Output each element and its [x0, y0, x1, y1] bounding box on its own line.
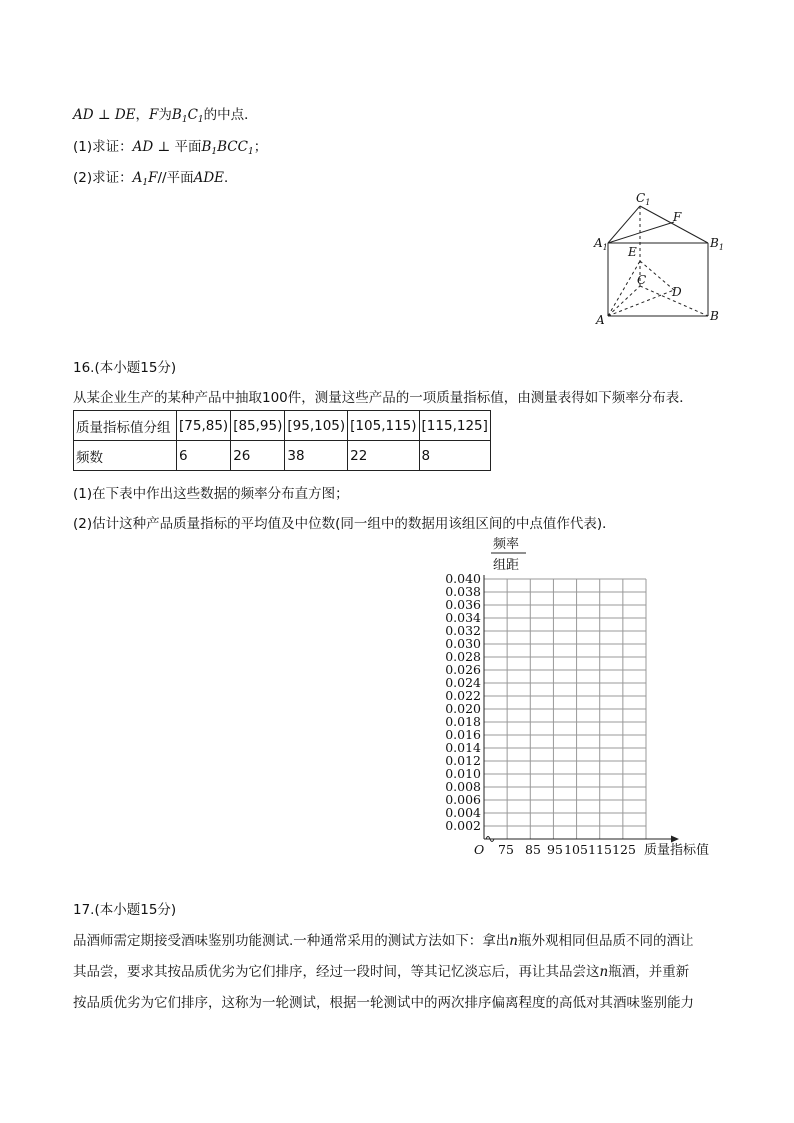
q17-line1: 品酒师需定期接受酒味鉴别功能测试.一种通常采用的测试方法如下：拿出n瓶外观相同但品质不同的酒让 [73, 933, 694, 949]
y-tick-label: 0.018 [445, 714, 481, 729]
y-tick-label: 0.022 [445, 688, 481, 703]
q15-part1: (1)求证：AD ⊥ 平面$B_1BCC_1$； [73, 139, 268, 157]
ylabel-top: 频率 [493, 537, 520, 552]
label-B: B [710, 309, 719, 323]
label-A1: $A_1$ [594, 236, 608, 252]
y-tick-label: 0.034 [445, 610, 481, 625]
x-tick-label: 125 [612, 842, 636, 857]
y-tick-label: 0.010 [445, 766, 481, 781]
frequency-table [73, 410, 491, 471]
y-tick-label: 0.020 [445, 701, 481, 716]
table-row [74, 441, 491, 471]
label-D: D [672, 285, 682, 299]
table-cell: [75,85) [177, 411, 231, 441]
table-cell: 26 [231, 441, 285, 471]
histogram-grid [436, 532, 736, 862]
y-tick-label: 0.038 [445, 584, 481, 599]
label-A: A [596, 313, 605, 327]
x-axis-label: 质量指标值 [644, 843, 710, 858]
table-cell: 22 [348, 441, 419, 471]
y-tick-label: 0.012 [445, 753, 481, 768]
q15-part2: (2)求证：$A_1F//$平面ADE． [73, 170, 238, 188]
x-tick-label: 95 [547, 842, 563, 857]
label-B1: $B_1$ [710, 236, 724, 252]
y-tick-label: 0.026 [445, 662, 481, 677]
table-cell: 6 [177, 441, 231, 471]
y-tick-label: 0.008 [445, 779, 481, 794]
table-row [74, 411, 491, 441]
origin-label: O [474, 842, 485, 857]
x-axis-arrow [671, 836, 679, 843]
x-tick-label: 115 [588, 842, 612, 857]
y-tick-label: 0.004 [445, 805, 481, 820]
x-tick-label: 75 [498, 842, 514, 857]
table-cell: [95,105) [285, 411, 348, 441]
label-C1: $C_1$ [636, 191, 651, 207]
q16-part2: (2)估计这种产品质量指标的平均值及中位数(同一组中的数据用该组区间的中点值作代表)． [73, 516, 616, 532]
x-tick-label: 105 [564, 842, 588, 857]
q16-heading: 16.(本小题15分) [73, 360, 177, 376]
table-cell: 质量指标值分组 [74, 411, 177, 441]
y-tick-label: 0.028 [445, 649, 481, 664]
q17-line2: 其品尝，要求其按品质优劣为它们排序，经过一段时间，等其记忆淡忘后，再让其品尝这n瓶酒，并重新 [73, 964, 690, 980]
label-F: F [673, 210, 682, 224]
label-E: E [628, 245, 637, 259]
tick-labels [445, 571, 636, 857]
ylabel-bottom: 组距 [493, 558, 520, 573]
y-tick-label: 0.016 [445, 727, 481, 742]
table-cell: [85,95) [231, 411, 285, 441]
q16-part1: (1)在下表中作出这些数据的频率分布直方图； [73, 486, 349, 502]
label-C: C [637, 273, 647, 287]
table-cell: 频数 [74, 441, 177, 471]
y-tick-label: 0.030 [445, 636, 481, 651]
y-tick-label: 0.024 [445, 675, 481, 690]
q17-line3: 按品质优劣为它们排序，这称为一轮测试，根据一轮测试中的两次排序偏离程度的高低对其酒味鉴别能力 [73, 995, 694, 1011]
table-cell: 38 [285, 441, 348, 471]
q16-intro: 从某企业生产的某种产品中抽取100件，测量这些产品的一项质量指标值，由测量表得如下频率分布表． [73, 390, 693, 406]
prism-figure [590, 188, 730, 330]
y-tick-label: 0.014 [445, 740, 481, 755]
y-tick-label: 0.032 [445, 623, 481, 638]
q15-condition: AD ⊥ DE [73, 107, 136, 123]
table-cell: [105,115) [348, 411, 419, 441]
q15-line1: AD ⊥ DE，F为$B_1C_1$的中点． [73, 107, 258, 125]
grid-lines [484, 575, 679, 843]
y-tick-label: 0.036 [445, 597, 481, 612]
y-tick-label: 0.006 [445, 792, 481, 807]
y-tick-label: 0.040 [445, 571, 481, 586]
x-tick-label: 85 [525, 842, 541, 857]
table-cell: [115,125] [419, 411, 490, 441]
y-tick-label: 0.002 [445, 818, 481, 833]
table-cell: 8 [419, 441, 490, 471]
q17-heading: 17.(本小题15分) [73, 902, 177, 918]
